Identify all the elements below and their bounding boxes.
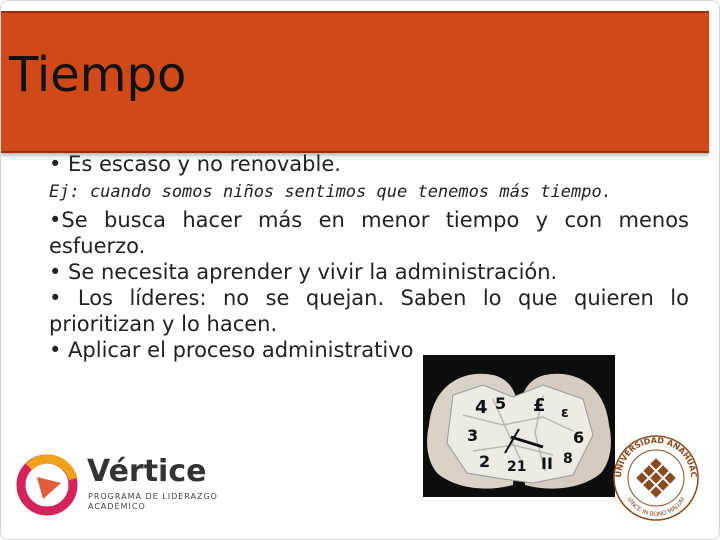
svg-text:21: 21 bbox=[507, 459, 527, 475]
bullet-proceso: • Aplicar el proceso administrativo bbox=[49, 338, 414, 362]
vertice-name: Vértice bbox=[87, 454, 207, 489]
svg-text:2: 2 bbox=[479, 452, 491, 471]
svg-text:ε: ε bbox=[561, 405, 569, 421]
slide-title: Tiempo bbox=[9, 47, 187, 103]
bullet-hacer-mas-line2: esfuerzo. bbox=[49, 234, 146, 258]
bullet-escaso: • Es escaso y no renovable. bbox=[49, 152, 341, 176]
vertice-circle-logo bbox=[21, 459, 73, 511]
vertice-subtitle-line2: ACADÉMICO bbox=[88, 502, 146, 511]
vertice-logo bbox=[15, 453, 225, 517]
seal-bottom-text: VINCE IN BONO MALUM bbox=[625, 496, 687, 519]
vertice-subtitle-line1: PROGRAMA DE LIDERAZGO bbox=[88, 492, 218, 501]
example-note: Ej: cuando somos niños sentimos que tenemos más tiempo. bbox=[49, 182, 612, 202]
svg-text:II: II bbox=[541, 454, 553, 473]
svg-text:4: 4 bbox=[475, 397, 488, 418]
seal-top-text: UNIVERSIDAD ANÁHUAC bbox=[613, 435, 699, 478]
anahuac-university-seal bbox=[611, 431, 701, 525]
svg-text:£: £ bbox=[533, 395, 546, 416]
svg-text:5: 5 bbox=[495, 394, 507, 413]
bullet-lideres-line1: • Los líderes: no se quejan. Saben lo que quieren lo bbox=[49, 286, 689, 310]
bullet-hacer-mas-line1: •Se busca hacer más en menor tiempo y con menos bbox=[49, 208, 689, 232]
bullet-aprender: • Se necesita aprender y vivir la administración. bbox=[49, 260, 558, 284]
svg-text:3: 3 bbox=[467, 426, 479, 445]
svg-text:8: 8 bbox=[563, 451, 573, 467]
hands-with-clock-symbols-photo bbox=[423, 355, 615, 497]
svg-text:6: 6 bbox=[573, 428, 585, 447]
slide-body bbox=[49, 151, 689, 363]
bullet-lideres-line2: prioritizan y lo hacen. bbox=[49, 312, 278, 336]
